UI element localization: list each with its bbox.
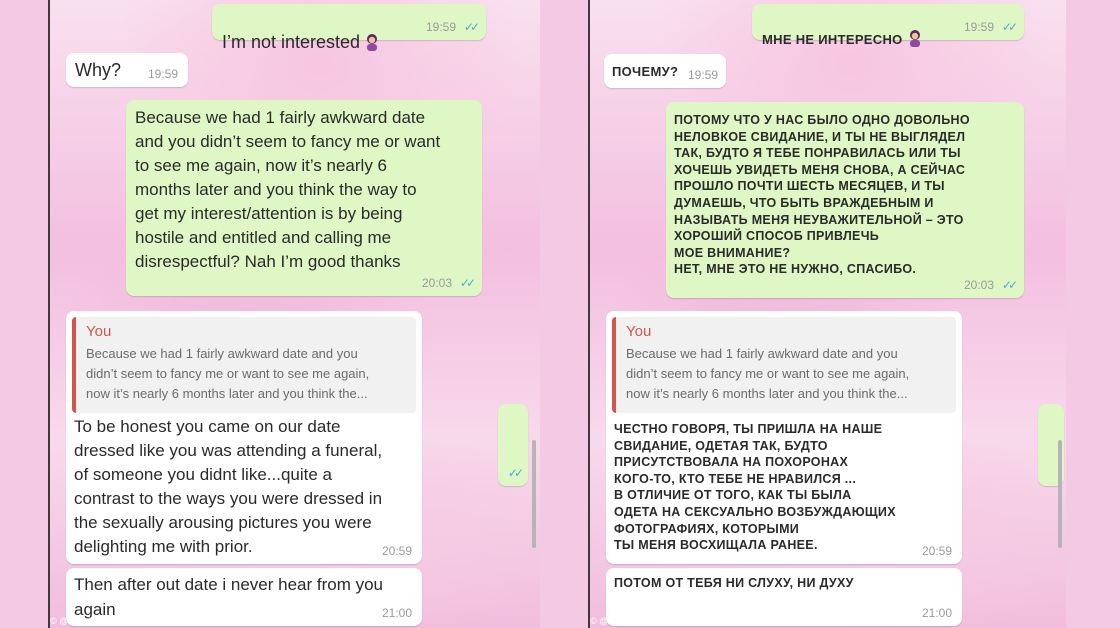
message-bubble-incoming[interactable] [66,568,422,626]
message-bubble-outgoing[interactable] [666,102,1024,298]
message-text: Because we had 1 fairly awkward date and you didn’t seem to fancy me or want to see me again, now it’s nearly 6 months later and you think the way to get my interest/attention is by being hostile and entitled and calling me disrespectful? Nah I’m good thanks [135,108,441,271]
message-bubble-outgoing[interactable] [212,4,486,52]
left-margin [0,0,48,628]
chat-panel-russian[interactable] [588,0,1066,628]
photo-credit: © @Amy Bottrill [50,616,114,626]
double-check-icon: ✓✓ [507,466,520,480]
quoted-message[interactable] [72,317,416,413]
message-time: 19:59 [425,20,456,34]
right-margin [1066,0,1120,628]
message-time: 20:03 [963,278,994,292]
quote-author: You [626,323,652,340]
scrollbar[interactable] [532,440,536,548]
double-check-icon: ✓✓ [1001,278,1014,292]
quote-author: You [86,323,112,340]
double-check-icon: ✓✓ [463,20,476,34]
message-time: 19:59 [147,67,178,81]
message-time: 20:59 [921,544,952,558]
message-time: 21:00 [381,606,412,620]
woman-emoji-icon [907,29,923,47]
message-bubble-incoming[interactable] [66,53,188,87]
woman-emoji-icon [364,33,380,51]
message-text: ПОТОМУ ЧТО У НАС БЫЛО ОДНО ДОВОЛЬНО НЕЛОВКОЕ СВИДАНИЕ, И ТЫ НЕ ВЫГЛЯДЕЛ ТАК, БУДТО Я ТЕБЕ ПОНРАВИЛАСЬ ИЛИ ТЫ ХОЧЕШЬ УВИДЕТЬ МЕНЯ СНОВА, А СЕЙЧАС ПРОШЛО ПОЧТИ ШЕСТЬ МЕСЯЦЕВ, И ТЫ ДУМАЕШЬ, ЧТО БЫТЬ ВРАЖДЕБНЫМ И НАЗЫВАТЬ МЕНЯ НЕУВАЖИТЕЛЬНОЙ – ЭТО ХОРОШИЙ СПОСОБ ПРИВЛЕЧЬ МОЕ ВНИМАНИЕ? НЕТ, МНЕ ЭТО НЕ НУЖНО, СПАСИБО. [674,113,970,277]
message-bubble-incoming[interactable] [604,54,726,88]
chat-panel-english[interactable] [48,0,540,628]
message-bubble-outgoing[interactable] [126,100,482,296]
message-text: I’m not interested [222,32,361,52]
scrollbar[interactable] [1058,440,1062,548]
message-time: 20:59 [381,544,412,558]
message-text: Why? [75,60,122,80]
message-bubble-incoming[interactable] [606,568,962,626]
message-time: 19:59 [687,68,718,82]
message-bubble-outgoing-partial[interactable] [498,404,528,486]
message-text: ПОТОМ ОТ ТЕБЯ НИ СЛУХУ, НИ ДУХУ [614,576,854,590]
message-time: 19:59 [963,20,994,34]
quote-text: Because we had 1 fairly awkward date and you didn’t seem to fancy me or want to see me again, now it’s nearly 6 months later and you think the... [626,346,910,401]
quote-text: Because we had 1 fairly awkward date and you didn’t seem to fancy me or want to see me again, now it’s nearly 6 months later and you think the... [86,346,370,401]
message-bubble-incoming-reply[interactable] [66,311,422,564]
message-bubble-outgoing[interactable] [752,4,1024,47]
message-bubble-incoming-reply[interactable] [606,311,962,564]
double-check-icon: ✓✓ [1001,20,1014,34]
message-text: ЧЕСТНО ГОВОРЯ, ТЫ ПРИШЛА НА НАШЕ СВИДАНИЕ, ОДЕТАЯ ТАК, БУДТО ПРИСУТСТВОВАЛА НА ПОХОРОНАХ КОГО-ТО, КТО ТЕБЕ НЕ НРАВИЛСЯ ... В ОТЛИЧИЕ ОТ ТОГО, КАК ТЫ БЫЛА ОДЕТА НА СЕКСУАЛЬНО ВОЗБУЖДАЮЩИХ ФОТОГРАФИЯХ, КОТОРЫМИ ТЫ МЕНЯ ВОСХИЩАЛА РАНЕЕ. [614,422,896,553]
panel-divider [48,0,50,628]
photo-credit: © @Amy Bottrill [590,616,654,626]
message-text: ПОЧЕМУ? [612,64,679,79]
message-time: 20:03 [421,276,452,290]
center-gap [540,0,588,628]
message-text: МНЕ НЕ ИНТЕРЕСНО [762,32,903,47]
panel-divider [588,0,590,628]
message-text: To be honest you came on our date dressed like you was attending a funeral, of someone you didnt like...quite a contrast to the ways you were dressed in the sexually arousing pictures you were delighting me with prior. [74,417,383,556]
message-text: Then after out date i never hear from you again [74,575,384,619]
message-time: 21:00 [921,606,952,620]
double-check-icon: ✓✓ [459,276,472,290]
quoted-message[interactable] [612,317,956,413]
